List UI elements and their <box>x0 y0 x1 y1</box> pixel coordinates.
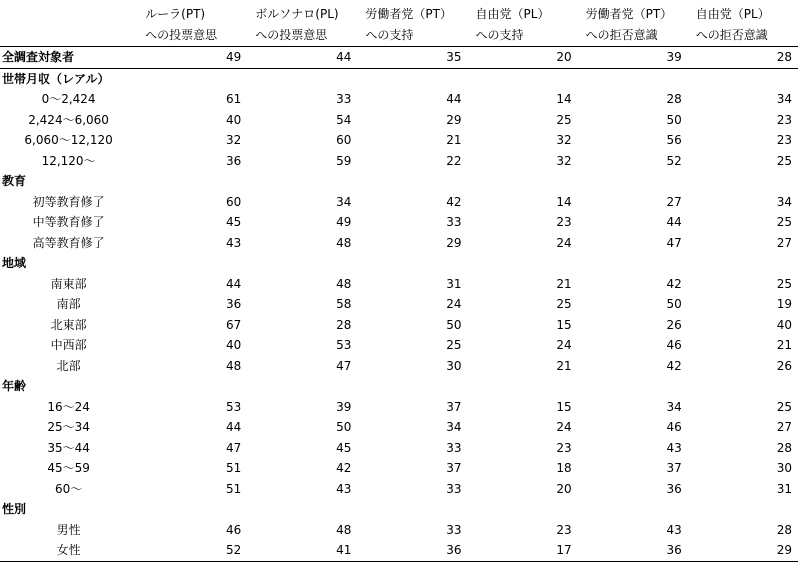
category-row <box>0 376 798 397</box>
table-row <box>0 274 798 295</box>
table-row <box>0 294 798 315</box>
value-cell: 30 <box>776 461 792 476</box>
value-cell: 32 <box>226 133 242 148</box>
table-row <box>0 417 798 438</box>
value-cell: 47 <box>666 235 682 250</box>
column-header: ボルソナロ(PL) への投票意思 <box>247 0 357 47</box>
column-header: 自由党（PL） への拒否意識 <box>688 0 798 47</box>
value-cell: 33 <box>446 440 462 455</box>
row-label: 女性 <box>0 540 137 561</box>
row-label: 35〜44 <box>47 440 90 455</box>
value-cell: 28 <box>336 317 352 332</box>
value-cell: 33 <box>446 215 462 230</box>
value-cell: 60 <box>226 194 242 209</box>
table-row <box>0 212 798 233</box>
category-row <box>0 253 798 274</box>
row-label: 南部 <box>56 297 81 312</box>
value-cell: 15 <box>556 399 572 414</box>
value-cell: 36 <box>666 481 682 496</box>
value-cell: 23 <box>776 112 792 127</box>
value-cell: 33 <box>446 522 462 537</box>
value-cell: 34 <box>776 194 792 209</box>
value-cell: 25 <box>776 215 792 230</box>
value-cell: 56 <box>666 133 682 148</box>
header-row <box>0 0 798 47</box>
row-label: 12,120〜 <box>41 153 96 168</box>
value-cell: 43 <box>226 235 242 250</box>
value-cell: 32 <box>556 153 572 168</box>
value-cell: 36 <box>226 297 242 312</box>
value-cell: 51 <box>226 481 242 496</box>
value-cell: 17 <box>468 540 578 561</box>
value-cell: 53 <box>336 338 352 353</box>
value-cell: 19 <box>776 297 792 312</box>
category-title: 世帯月収（レアル） <box>2 71 110 86</box>
value-cell: 39 <box>336 399 352 414</box>
value-cell: 48 <box>336 235 352 250</box>
column-header: 自由党（PL） への支持 <box>468 0 578 47</box>
value-cell: 14 <box>556 92 572 107</box>
row-label: 中等教育修了 <box>32 215 105 230</box>
value-cell: 27 <box>666 194 682 209</box>
value-cell: 24 <box>446 297 462 312</box>
row-label: 25〜34 <box>47 420 90 435</box>
value-cell: 29 <box>446 112 462 127</box>
category-row <box>0 171 798 192</box>
value-cell: 44 <box>446 92 462 107</box>
value-cell: 25 <box>776 399 792 414</box>
row-label: 16〜24 <box>47 399 90 414</box>
category-title: 性別 <box>2 502 27 517</box>
category-row <box>0 499 798 520</box>
row-label: 45〜59 <box>47 461 90 476</box>
value-cell: 39 <box>578 47 688 69</box>
table-row <box>0 315 798 336</box>
value-cell: 23 <box>776 133 792 148</box>
value-cell: 25 <box>776 276 792 291</box>
value-cell: 21 <box>776 338 792 353</box>
value-cell: 24 <box>556 420 572 435</box>
value-cell: 48 <box>336 276 352 291</box>
value-cell: 59 <box>336 153 352 168</box>
table-row <box>0 130 798 151</box>
value-cell: 25 <box>446 338 462 353</box>
value-cell: 25 <box>556 297 572 312</box>
value-cell: 20 <box>468 47 578 69</box>
value-cell: 41 <box>247 540 357 561</box>
value-cell: 24 <box>556 235 572 250</box>
value-cell: 42 <box>666 276 682 291</box>
value-cell: 25 <box>776 153 792 168</box>
value-cell: 61 <box>226 92 242 107</box>
value-cell: 60 <box>336 133 352 148</box>
value-cell: 44 <box>226 276 242 291</box>
table-row <box>0 479 798 500</box>
value-cell: 37 <box>446 399 462 414</box>
value-cell: 44 <box>666 215 682 230</box>
value-cell: 28 <box>688 47 798 69</box>
table-row <box>0 151 798 172</box>
value-cell: 54 <box>336 112 352 127</box>
value-cell: 24 <box>556 338 572 353</box>
value-cell: 53 <box>226 399 242 414</box>
value-cell: 36 <box>357 540 467 561</box>
value-cell: 33 <box>336 92 352 107</box>
row-label: 北東部 <box>50 317 87 332</box>
value-cell: 21 <box>446 133 462 148</box>
row-label: 男性 <box>56 522 81 537</box>
value-cell: 50 <box>336 420 352 435</box>
category-title: 教育 <box>2 174 27 189</box>
value-cell: 23 <box>556 215 572 230</box>
value-cell: 50 <box>446 317 462 332</box>
value-cell: 25 <box>556 112 572 127</box>
value-cell: 34 <box>336 194 352 209</box>
value-cell: 20 <box>556 481 572 496</box>
value-cell: 27 <box>776 235 792 250</box>
value-cell: 46 <box>226 522 242 537</box>
row-label: 6,060〜12,120 <box>24 133 113 148</box>
table-row <box>0 540 798 561</box>
value-cell: 28 <box>776 440 792 455</box>
table-row <box>0 397 798 418</box>
value-cell: 50 <box>666 112 682 127</box>
value-cell: 31 <box>776 481 792 496</box>
value-cell: 37 <box>666 461 682 476</box>
row-label: 高等教育修了 <box>32 235 105 250</box>
value-cell: 21 <box>556 358 572 373</box>
column-header: 労働者党（PT） への支持 <box>357 0 467 47</box>
column-header: 労働者党（PT） への拒否意識 <box>578 0 688 47</box>
value-cell: 43 <box>666 522 682 537</box>
value-cell: 40 <box>226 112 242 127</box>
value-cell: 45 <box>226 215 242 230</box>
value-cell: 23 <box>556 440 572 455</box>
value-cell: 22 <box>446 153 462 168</box>
category-title: 年齢 <box>2 379 27 394</box>
table-row <box>0 520 798 541</box>
value-cell: 42 <box>666 358 682 373</box>
table-row <box>0 110 798 131</box>
value-cell: 32 <box>556 133 572 148</box>
value-cell: 46 <box>666 338 682 353</box>
row-label: 2,424〜6,060 <box>28 112 109 127</box>
value-cell: 36 <box>578 540 688 561</box>
value-cell: 52 <box>666 153 682 168</box>
value-cell: 29 <box>688 540 798 561</box>
value-cell: 40 <box>776 317 792 332</box>
category-title: 地域 <box>2 256 27 271</box>
value-cell: 18 <box>556 461 572 476</box>
value-cell: 34 <box>776 92 792 107</box>
table-row <box>0 233 798 254</box>
value-cell: 31 <box>446 276 462 291</box>
value-cell: 34 <box>446 420 462 435</box>
row-label: 60〜 <box>54 481 83 496</box>
value-cell: 37 <box>446 461 462 476</box>
value-cell: 40 <box>226 338 242 353</box>
table-row <box>0 89 798 110</box>
table-row <box>0 192 798 213</box>
value-cell: 14 <box>556 194 572 209</box>
row-label: 中西部 <box>50 338 87 353</box>
category-row <box>0 68 798 89</box>
value-cell: 23 <box>556 522 572 537</box>
table-row <box>0 356 798 377</box>
value-cell: 27 <box>776 420 792 435</box>
value-cell: 58 <box>336 297 352 312</box>
row-label: 初等教育修了 <box>32 194 105 209</box>
value-cell: 43 <box>666 440 682 455</box>
value-cell: 48 <box>226 358 242 373</box>
value-cell: 35 <box>357 47 467 69</box>
value-cell: 51 <box>226 461 242 476</box>
value-cell: 52 <box>137 540 247 561</box>
value-cell: 29 <box>446 235 462 250</box>
value-cell: 34 <box>666 399 682 414</box>
value-cell: 15 <box>556 317 572 332</box>
table-row <box>0 458 798 479</box>
table-row <box>0 438 798 459</box>
total-row <box>0 47 798 69</box>
value-cell: 30 <box>446 358 462 373</box>
value-cell: 43 <box>336 481 352 496</box>
value-cell: 46 <box>666 420 682 435</box>
corner-cell <box>0 0 137 47</box>
value-cell: 67 <box>226 317 242 332</box>
table-row <box>0 335 798 356</box>
value-cell: 28 <box>776 522 792 537</box>
value-cell: 42 <box>446 194 462 209</box>
row-label: 0〜2,424 <box>41 92 96 107</box>
row-label: 北部 <box>56 358 81 373</box>
value-cell: 50 <box>666 297 682 312</box>
value-cell: 26 <box>776 358 792 373</box>
value-cell: 21 <box>556 276 572 291</box>
value-cell: 42 <box>336 461 352 476</box>
value-cell: 28 <box>666 92 682 107</box>
value-cell: 47 <box>226 440 242 455</box>
value-cell: 33 <box>446 481 462 496</box>
value-cell: 49 <box>137 47 247 69</box>
row-label: 南東部 <box>50 276 87 291</box>
value-cell: 47 <box>336 358 352 373</box>
value-cell: 36 <box>226 153 242 168</box>
row-label: 全調査対象者 <box>0 47 137 69</box>
value-cell: 26 <box>666 317 682 332</box>
value-cell: 45 <box>336 440 352 455</box>
column-header: ルーラ(PT) への投票意思 <box>137 0 247 47</box>
value-cell: 44 <box>226 420 242 435</box>
value-cell: 48 <box>336 522 352 537</box>
value-cell: 44 <box>247 47 357 69</box>
value-cell: 49 <box>336 215 352 230</box>
